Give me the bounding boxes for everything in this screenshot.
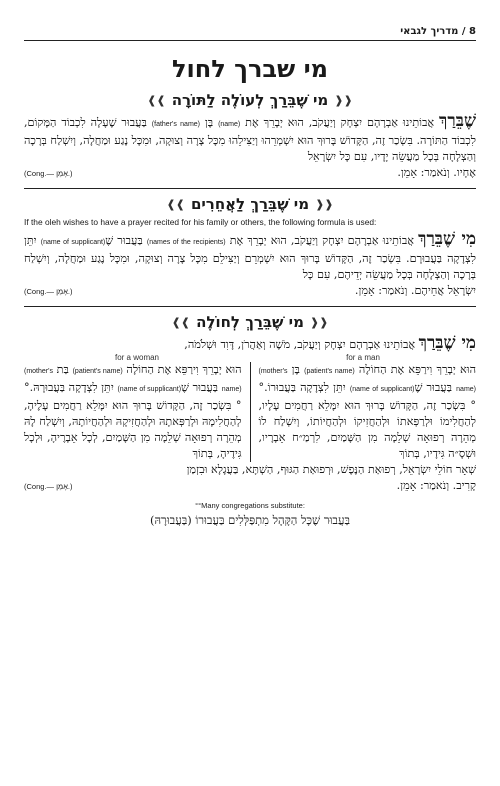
ornament-icon: ❰❰ (309, 315, 329, 329)
footnote-label: °°Many congregations substitute: (195, 501, 305, 510)
column-divider (250, 362, 251, 462)
ornament-icon: ❱❱ (171, 315, 191, 329)
congregation-response: (Cong.— אָמֵן.) (24, 169, 73, 178)
divider (24, 188, 476, 189)
placeholder-note: (father's name) (151, 121, 200, 128)
amen-line: קָרִיב. וְנֹאמַר: אָמֵן. (Cong.— אָמֵן.) (24, 478, 476, 495)
for-man-label: for a man (346, 353, 380, 362)
placeholder-note: (name of supplicant) (117, 386, 182, 393)
placeholder-note: (name) (218, 121, 241, 128)
amen-line: אֶחָיו. וְנֹאמַר: אָמֵן. (Cong.— אָמֵן.) (24, 165, 476, 182)
ornament-icon: ❰❰ (334, 93, 353, 107)
placeholder-note: (name of supplicant) (349, 386, 415, 393)
prayer-text: מִי שֶׁבֵּרַךְ אֲבוֹתֵינוּ אַבְרָהָם יִצְחָק וְיַעֲקֹב, הוּא יְבָרֵךְ אֶת (names of the recipients) בַּעֲבוּר שֶׁ(name of supplicant) יִתֵּן לִצְדָקָה בַּעֲבוּרָם. בִּשְׂכַר זֶה, הַקָּדוֹשׁ בָּרוּךְ הוּא יִשְׁמְרֵם וְיַצִּילֵם מִכָּל צָרָה וְצוּקָה, וּמִכָּל נֶגַע וּמַחֲלָה, וְיִשְׁלַח בְּרָכָה וְהַצְלָחָה בְּכָל מַעֲשֵׂה יְדֵיהֶם, עִם כָּל (24, 229, 477, 281)
first-word: מִי שֶׁבֵּרַךְ (418, 229, 477, 249)
section-oleh (24, 91, 476, 182)
placeholder-note: (name of supplicant) (40, 239, 106, 246)
amen-line: יִשְׂרָאֵל אֲחֵיהֶם. וְנֹאמַר: אָמֵן. (Cong.— אָמֵן.) (24, 283, 476, 300)
gender-labels (24, 353, 476, 362)
footnote (24, 501, 476, 527)
page-number: 8 (469, 26, 476, 37)
two-columns (24, 362, 476, 462)
running-title: מדריך לגבאי (400, 26, 459, 37)
ornament-icon: ❱❱ (147, 93, 166, 107)
placeholder-note: (patient's name) (72, 368, 123, 375)
page-title: מי שברך לחול (171, 55, 329, 83)
man-column: הוּא יְבָרֵךְ וִירַפֵּא אֶת הַחוֹלֶה (patient's name) בֶּן (mother's name) בַּעֲבוּר שֶׁ(name of supplicant) יִתֵּן לִצְדָקָה בַּעֲבוּרוֹ.°° בִּשְׂכַר זֶה, הַקָּדוֹשׁ בָּרוּךְ הוּא יִמָּלֵא רַחֲמִים עָלָיו, לְהַחֲלִימוֹ וּלְרַפְּאתוֹ וּלְהַחֲזִיקוֹ וּלְהַחֲיוֹתוֹ, וְיִשְׁלַח לוֹ מְהֵרָה רְפוּאָה שְׁלֵמָה מִן הַשָּׁמַיִם, לִרְמַ״ח אֵבָרָיו, וּשְׁסָ״ה גִּידָיו, בְּתוֹךְ (258, 363, 477, 460)
section-heading: ❰❰ מי שֶׁבֵּרַךְ לַאֲחֵרִים ❱❱ (166, 195, 334, 213)
woman-column: הוּא יְבָרֵךְ וִירַפֵּא אֶת הַחוֹלָה (patient's name) בַּת (mother's name) בַּעֲבוּר שֶׁ(name of supplicant) יִתֵּן לִצְדָקָה בַּעֲבוּרָהּ.°° בִּשְׂכַר זֶה, הַקָּדוֹשׁ בָּרוּךְ הוּא יִמָּלֵא רַחֲמִים עָלֶיהָ, לְהַחֲלִימָהּ וּלְרַפְּאתָהּ וּלְהַחֲזִיקָהּ וּלְהַחֲיוֹתָהּ, וְיִשְׁלַח לָהּ מְהֵרָה רְפוּאָה שְׁלֵמָה מִן הַשָּׁמַיִם, לְכָל אֵבָרֶיהָ, וּלְכָל גִּידֶיהָ, בְּתוֹךְ (24, 363, 242, 460)
ornament-icon: ❱❱ (166, 197, 185, 211)
placeholder-note: (mother's name) (258, 368, 476, 393)
prayer-opening: מִי שֶׁבֵּרַךְ אֲבוֹתֵינוּ אַבְרָהָם יִצְחָק וְיַעֲקֹב, מֹשֶׁה וְאַהֲרֹן, דָּוִד וּשְׁלֹמֹה, (184, 333, 476, 353)
congregation-response: (Cong.— אָמֵן.) (24, 287, 73, 296)
placeholder-note: (patient's name) (304, 368, 355, 375)
section-sick (24, 313, 476, 495)
running-header: 8 / מדריך לגבאי (24, 26, 476, 41)
footnote-text: בַּעֲבוּר שֶׁכָּל הַקָּהָל מִתְפַּלְּלִים בַּעֲבוּרוֹ (בַּעֲבוּרָהּ) (149, 513, 351, 527)
first-word: שֶׁבֵּרַךְ (439, 111, 476, 131)
prayer-text: שֶׁבֵּרַךְ אֲבוֹתֵינוּ אַבְרָהָם יִצְחָק וְיַעֲקֹב, הוּא יְבָרֵךְ אֶת (name) בֶּן (father's name) בַּעֲבוּר שֶׁעָלָה לִכְבוֹד הַמָּקוֹם, לִכְבוֹד הַתּוֹרָה. בִּשְׂכַר זֶה, הַקָּדוֹשׁ בָּרוּךְ הוּא יִשְׁמְרֵהוּ וְיַצִּילֵהוּ מִכָּל צָרָה וְצוּקָה, וּמִכָּל נֶגַע וּמַחֲלָה, וְיִשְׁלַח בְּרָכָה וְהַצְלָחָה בְּכָל מַעֲשֵׂה יָדָיו, עִם כָּל יִשְׂרָאֵל (24, 111, 476, 163)
placeholder-note: (mother's name) (24, 368, 242, 393)
instruction-text: If the oleh wishes to have a prayer recited for his family or others, the following formula is used: (24, 217, 377, 227)
congregation-response: (Cong.— אָמֵן.) (24, 482, 73, 491)
first-word: מִי שֶׁבֵּרַךְ (418, 333, 476, 353)
section-heading: ❰❰ מי שֶׁבֵּרַךְ לְחוֹלֶה ❱❱ (171, 313, 329, 331)
prayer-page (24, 26, 476, 527)
ornament-icon: ❰❰ (315, 197, 334, 211)
placeholder-note: (names of the recipients) (146, 239, 226, 246)
section-heading: ❰❰ מי שֶׁבֵּרַךְ לְעוֹלֶה לַתּוֹרָה ❱❱ (147, 91, 353, 109)
prayer-closing: שְׁאָר חוֹלֵי יִשְׂרָאֵל, רְפוּאַת הַנֶּפֶשׁ, וּרְפוּאַת הַגּוּף, הַשְׁתָּא, בַּעֲגָלָא וּבִזְמַן (186, 463, 476, 476)
for-woman-label: for a woman (114, 353, 160, 362)
section-others (24, 195, 476, 300)
divider (24, 306, 476, 307)
